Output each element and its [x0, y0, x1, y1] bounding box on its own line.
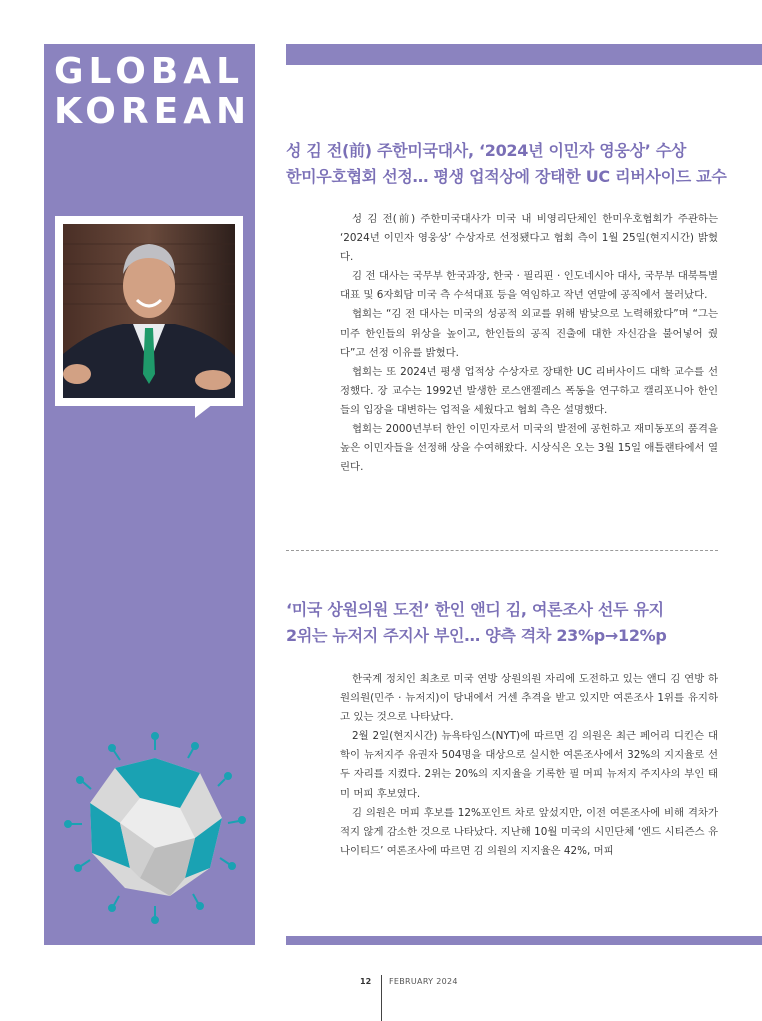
- article2-headline-line1: ‘미국 상원의원 도전’ 한인 앤디 김, 여론조사 선두 유지: [286, 600, 664, 619]
- article1-paragraph: 성 김 전(前) 주한미국대사가 미국 내 비영리단체인 한미우호협회가 주관하는 ‘2024년 이민자 영웅상’ 수상자로 선정됐다고 협회 측이 1월 25일(현지시간) 밝혔다.: [340, 213, 718, 264]
- portrait-photo-frame: [55, 216, 243, 406]
- article1-headline-line2: 한미우호협회 선정… 평생 업적상에 장태한 UC 리버사이드 교수: [286, 167, 727, 186]
- article1-headline: [286, 138, 746, 190]
- bottom-accent-bar: [286, 936, 762, 945]
- article2-headline: [286, 597, 746, 649]
- section-brand: [54, 52, 251, 132]
- article1-paragraph: 김 전 대사는 국무부 한국과장, 한국 · 필리핀 · 인도네시아 대사, 국무부 대북특별대표 및 6자회담 미국 측 수석대표 등을 역임하고 작년 연말에 공직에서 물러났다.: [340, 270, 718, 302]
- issue-month: FEBRUARY 2024: [389, 977, 458, 986]
- article1-paragraph: 협회는 또 2024년 평생 업적상 수상자로 장태한 UC 리버사이드 대학 교수를 선정했다. 장 교수는 1992년 발생한 로스앤젤레스 폭동을 연구하고 캘리포니아 한인들의 입장을 대변하는 업적을 세웠다고 협회 측은 설명했다.: [340, 365, 718, 416]
- top-accent-bar: [286, 44, 762, 65]
- globe-illustration: [60, 728, 250, 932]
- portrait-photo: [63, 224, 235, 398]
- article-divider: [286, 550, 718, 551]
- article1-paragraph: 협회는 “김 전 대사는 미국의 성공적 외교를 위해 밤낮으로 노력해왔다”며 “그는 미주 한인들의 위상을 높이고, 한인들의 공직 진출에 대한 자신감을 불어넣어 줬다”고 선정 이유를 밝혔다.: [340, 308, 718, 359]
- page-number: 12: [360, 977, 372, 986]
- article1-headline-line1: 성 김 전(前) 주한미국대사, ‘2024년 이민자 영웅상’ 수상: [286, 141, 687, 160]
- speech-bubble-tail: [195, 404, 213, 418]
- brand-line-1: GLOBAL: [54, 51, 245, 92]
- article2-paragraph: 김 의원은 머피 후보를 12%포인트 차로 앞섰지만, 이전 여론조사에 비해 격차가 적지 않게 감소한 것으로 나타났다. 지난해 10월 미국의 시민단체 ‘엔드 시티즌스 유나이티드’ 여론조사에 따르면 김 의원의 지지율은 42%, 머피: [340, 806, 718, 857]
- article2-paragraph: 2월 2일(현지시간) 뉴욕타임스(NYT)에 따르면 김 의원은 최근 페어리 디킨슨 대학이 뉴저지주 유권자 504명을 대상으로 실시한 여론조사에서 32%의 지지율로 선두 자리를 지켰다. 2위는 20%의 지지율을 기록한 필 머피 뉴저지 주지사의 부인 태미 머피 후보였다.: [340, 730, 718, 800]
- footer-separator: [381, 975, 382, 1021]
- article1-body: [340, 210, 718, 477]
- article2-headline-line2: 2위는 뉴저지 주지사 부인… 양측 격차 23%p→12%p: [286, 626, 667, 645]
- article2-paragraph: 한국계 정치인 최초로 미국 연방 상원의원 자리에 도전하고 있는 앤디 김 연방 하원의원(민주 · 뉴저지)이 당내에서 거센 추격을 받고 있지만 여론조사 1위를 유지하고 있는 것으로 나타났다.: [340, 673, 718, 724]
- article1-paragraph: 협회는 2000년부터 한인 이민자로서 미국의 발전에 공헌하고 재미동포의 품격을 높은 이민자들을 선정해 상을 수여해왔다. 시상식은 오는 3월 15일 애틀랜타에서 열린다.: [340, 423, 718, 474]
- article2-body: [340, 670, 718, 861]
- brand-line-2: KOREAN: [54, 91, 252, 132]
